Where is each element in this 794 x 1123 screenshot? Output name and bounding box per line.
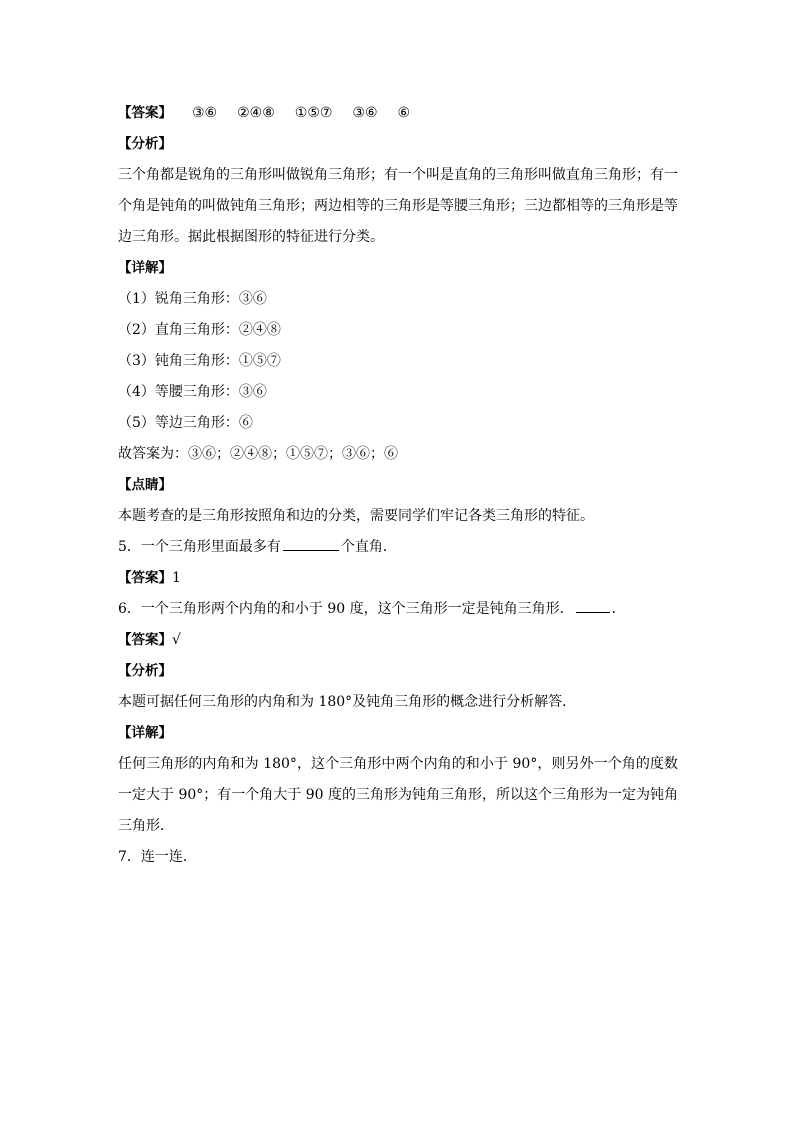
detail-line-5: （5）等边三角形：⑥ — [118, 415, 253, 431]
question-6-blank — [576, 598, 610, 613]
detail-heading-1: 【详解】 — [118, 260, 172, 276]
question-5-before: 5．一个三角形里面最多有 — [118, 539, 281, 555]
detail-line-1: （1）锐角三角形：③⑥ — [118, 291, 267, 307]
answer-line-1 — [118, 98, 678, 129]
question-5-answer: 【答案】1 — [118, 570, 181, 586]
answer-label: 【答案】 — [118, 105, 172, 121]
question-6-text: 6．一个三角形两个内角的和小于 90 度，这个三角形一定是钝角三角形． — [118, 601, 574, 617]
detail-conclusion: 故答案为：③⑥；②④⑧；①⑤⑦；③⑥；⑥ — [118, 446, 398, 462]
question-6-analysis-text: 本题可据任何三角形的内角和为 180°及钝角三角形的概念进行分析解答． — [118, 694, 577, 710]
answer-item-1: ③⑥ — [192, 105, 218, 121]
question-6-answer-value: √ — [172, 632, 181, 648]
question-6-analysis-heading: 【分析】 — [118, 663, 172, 679]
document-page — [118, 98, 678, 873]
detail-line-4: （4）等腰三角形：③⑥ — [118, 384, 267, 400]
question-5-after: 个直角． — [340, 539, 397, 555]
question-6 — [118, 594, 678, 625]
answer-item-2: ②④⑧ — [237, 105, 275, 121]
comment-heading-1: 【点睛】 — [118, 477, 172, 493]
question-5-blank — [283, 536, 339, 551]
comment-text-1: 本题考查的是三角形按照角和边的分类，需要同学们牢记各类三角形的特征。 — [118, 508, 594, 524]
answer-item-5: ⑥ — [397, 105, 411, 121]
question-6-detail-heading: 【详解】 — [118, 725, 172, 741]
question-6-answer: 【答案】√ — [118, 632, 181, 648]
answer-item-4: ③⑥ — [352, 105, 378, 121]
question-5 — [118, 532, 678, 563]
question-6-detail-text: 任何三角形的内角和为 180°，这个三角形中两个内角的和小于 90°，则另外一个角的度数一定大于 90°；有一个角大于 90 度的三角形为钝角三角形，所以这个三角形为一定为钝角三角形． — [118, 756, 678, 834]
question-5-answer-value: 1 — [172, 570, 181, 586]
question-6-after: ． — [611, 601, 626, 617]
detail-line-3: （3）钝角三角形：①⑤⑦ — [118, 353, 281, 369]
analysis-heading-1: 【分析】 — [118, 136, 172, 152]
detail-line-2: （2）直角三角形：②④⑧ — [118, 322, 281, 338]
answer-item-3: ①⑤⑦ — [294, 105, 333, 121]
question-7: 7．连一连． — [118, 849, 197, 865]
analysis-text-1: 三个角都是锐角的三角形叫做锐角三角形；有一个叫是直角的三角形叫做直角三角形；有一个角是钝角的叫做钝角三角形；两边相等的三角形是等腰三角形；三边都相等的三角形是等边三角形。据此根据图形的特征进行分类。 — [118, 167, 678, 245]
